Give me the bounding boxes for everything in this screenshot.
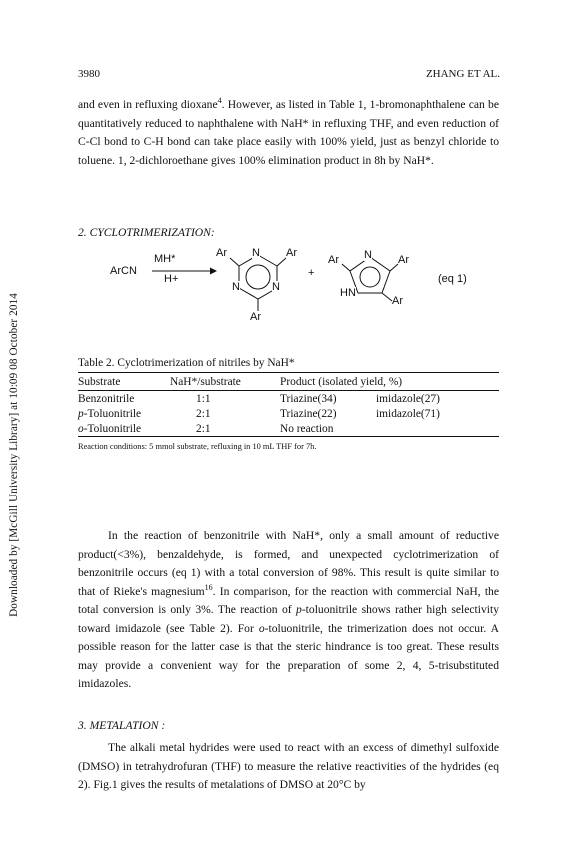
page-number: 3980 <box>78 68 100 80</box>
cell-ratio: 2:1 <box>196 423 211 435</box>
download-notice-text: Downloaded by [McGill University Library] at 10:09 08 October 2014 <box>8 293 20 617</box>
plus-sign: + <box>308 267 315 279</box>
triazine-n-left: N <box>232 281 240 293</box>
table-footnote: Reaction conditions: 5 mmol substrate, refluxing in 10 mL THF for 7h. <box>78 442 317 451</box>
section-heading-metalation: 3. METALATION : <box>78 719 166 732</box>
substrate-name: -Toluonitrile <box>83 408 142 420</box>
arrow-head <box>210 268 217 275</box>
triazine-ar-bottom: Ar <box>250 311 261 323</box>
italic-o: o <box>258 621 265 635</box>
triazine-ar-top-left: Ar <box>216 247 227 259</box>
table-row <box>78 406 499 421</box>
imidazole-ar-top-left: Ar <box>328 254 339 266</box>
citation-16: 16 <box>204 582 213 592</box>
download-notice <box>6 220 22 690</box>
substrate-name: -Toluonitrile <box>83 423 142 435</box>
intro-text-1: and even in refluxing dioxane <box>78 98 218 111</box>
discussion-text-4: -toluonitrile, the trimerization does not occur. A possible reason for the latter case is that the steric hindrance is too great. These results may provide a convenient way for the preparation of some 2, 4, 5-trisubstituted imidazoles. <box>78 621 499 690</box>
imidazole-ar-top-right: Ar <box>398 254 409 266</box>
triazine-aromatic-circle <box>246 265 270 289</box>
table-header-row <box>78 373 499 391</box>
discussion-paragraph <box>78 527 499 694</box>
metalation-text: The alkali metal hydrides were used to react with an excess of dimethyl sulfoxide (DMSO) in tetrahydrofuran (THF) to measure the relative reactivities of the hydrides (eq 2). Fig.1 gives the results of metalations of DMSO at 20°C by <box>78 741 499 791</box>
triazine-n-top: N <box>252 247 260 259</box>
cell-product: No reaction <box>280 423 334 435</box>
discussion-text-3: -toluonitrile shows rather high selectivity toward imidazole (see Table 2). For <box>78 603 499 635</box>
citation-4: 4 <box>217 96 222 106</box>
imidazole-ar-bottom-right: Ar <box>392 295 403 307</box>
cell-ratio: 2:1 <box>196 408 211 420</box>
reactant-label: ArCN <box>110 265 137 277</box>
discussion-text-1: In the reaction of benzonitrile with NaH*, only a small amount of reductive product(<3%), benzaldehyde, is formed, and unexpected cyclotrimerization of benzonitrile occurs (eq 1) with a total conversion of 98%. This result is quite similar to that of Rieke's magnesium <box>78 529 499 598</box>
cyclotrimerization-table <box>78 372 499 437</box>
table-row <box>78 391 499 407</box>
italic-p: p <box>296 603 302 616</box>
col-header-ratio: NaH*/substrate <box>170 376 241 388</box>
table-caption: Table 2. Cyclotrimerization of nitriles by NaH* <box>78 357 295 369</box>
cell-substrate <box>78 406 170 421</box>
triazine-ar-top-right: Ar <box>286 247 297 259</box>
cell-substrate: Benzonitrile <box>78 393 135 405</box>
equation-label: (eq 1) <box>438 273 467 285</box>
cell-product-2 <box>376 421 499 437</box>
intro-paragraph <box>78 96 499 170</box>
imidazole-n-top: N <box>364 249 372 261</box>
substrate-prefix: o <box>78 423 84 435</box>
imidazole-bond-tr <box>390 264 398 271</box>
cell-product-2: imidazole(27) <box>376 393 440 405</box>
triazine-n-right: N <box>272 281 280 293</box>
imidazole-ring <box>350 257 390 293</box>
imidazole-bond-tl <box>342 264 350 271</box>
discussion-text-2: . In comparison, for the reaction with commercial NaH, the total conversion is only 3%. The reaction of <box>78 584 499 616</box>
col-header-product: Product (isolated yield, %) <box>280 376 403 388</box>
section-heading-cyclotrimerization: 2. CYCLOTRIMERIZATION: <box>78 226 215 239</box>
imidazole-hn: HN <box>340 287 356 299</box>
cell-product-2: imidazole(71) <box>376 408 440 420</box>
substrate-prefix: p <box>78 408 84 420</box>
table-2 <box>78 357 499 451</box>
cell-substrate <box>78 421 170 437</box>
running-head <box>78 68 500 80</box>
triazine-bond-tr <box>277 258 286 266</box>
reagent-top-label: MH* <box>154 253 176 265</box>
reagent-bottom-label: H+ <box>164 273 179 285</box>
imidazole-bond-br <box>382 293 392 301</box>
triazine-bond-tl <box>230 258 239 266</box>
reaction-scheme-eq1 <box>110 245 480 337</box>
intro-text-2: . However, as listed in Table 1, 1-bromonaphthalene can be quantitatively reduced to naphthalene with NaH* in refluxing THF, and even reduction of C-Cl bond to C-H bond can take place easily with 100% yield, just as benzyl chloride to toluene. 1, 2-dichloroethane gives 100% elimination product in 8h by NaH*. <box>78 98 499 167</box>
cell-product: Triazine(22) <box>280 408 337 420</box>
imidazole-aromatic-circle <box>360 267 380 287</box>
cell-product: Triazine(34) <box>280 393 337 405</box>
metalation-paragraph <box>78 739 499 795</box>
running-authors: ZHANG ET AL. <box>425 68 500 80</box>
table-row <box>78 421 499 437</box>
col-header-substrate: Substrate <box>78 376 121 388</box>
cell-ratio: 1:1 <box>196 393 211 405</box>
